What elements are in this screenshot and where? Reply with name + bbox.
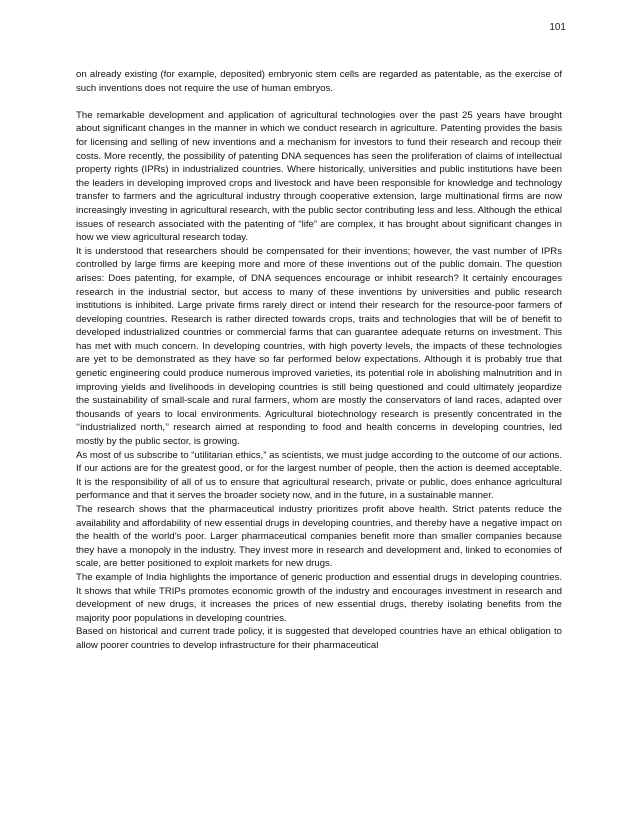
paragraph-agricultural-technologies: The remarkable development and application of agricultural technologies over the past 25 years have brought about significant changes in the manner in which we conduct research in agriculture. Patenting provides the basis for licensing and selling of new inventions and a mechanism for investors to fund their research and recoup their costs. More recently, the possibility of patenting DNA sequences has seen the proliferation of claims of intellectual property rights (IPRs) in industrialized countries. Where historically, universities and public institutions have been the leaders in developing improved crops and livestock and have been responsible for knowledge and technology transfer to farmers and the agricultural industry through cooperative extension, large multinational firms are now increasingly investing in agricultural research, with the public sector contributing less and less. Although the ethical issues of research associated with the patenting of “life” are complex, it has brought about significant changes in how we view agricultural research today. (76, 109, 562, 244)
paragraph-utilitarian-ethics: As most of us subscribe to “utilitarian ethics,” as scientists, we must judge according to the outcome of our actions. If our actions are for the greatest good, or for the largest number of people, then the action is deemed acceptable. It is the responsibility of all of us to ensure that agricultural research, private or public, does enhance agricultural performance and that it serves the broader society now, and in the future, in a sustainable manner. (76, 449, 562, 502)
paragraph-india-example: The example of India highlights the importance of generic production and essential drugs in developing countries. It shows that while TRIPs promotes economic growth of the industry and encourages investment in research and development of new drugs, it increases the prices of new essential drugs, thereby isolating benefits from the majority poor populations in developing countries. (76, 571, 562, 624)
paragraph-pharmaceutical-industry: The research shows that the pharmaceutical industry prioritizes profit above health. Strict patents reduce the availability and affordability of new essential drugs in developing countries, and thereby have a negative impact on the health of the world’s poor. Larger pharmaceutical companies benefit more than smaller companies because they have a monopoly in the industry. They invest more in research and development and, linked to economies of scale, are better positioned to exploit markets for new drugs. (76, 504, 562, 570)
paragraph-researchers-compensated: It is understood that researchers should be compensated for their inventions; however, the vast number of IPRs controlled by large firms are keeping more and more of these inventions out of the public domain. The question arises: Does patenting, for example, of DNA sequences encourage or inhibit research? It certainly encourages research in the industrial sector, but access to many of these inventions by universities and public research institutions is inhibited. Large private firms rarely direct or intend their research for the resource-poor farmers of developing countries. Research is rather directed towards crops, traits and technologies that will be of benefit to developed industrialized countries or commercial farms that can guarantee adequate returns on investment. This has met with much concern. In developing countries, with high poverty levels, the impacts of these technologies are yet to be demonstrated as they have so far performed below expectations. Although it is probably true that genetic engineering could produce numerous improved varieties, its potential role in abolishing malnutrition and in improving yields and livelihoods in developing countries is still being questioned and could ultimately jeopardize the sustainability of small-scale and rural farmers, whom are mostly the conservators of land races, adapted over thousands of years to local environments. Agricultural biotechnology research is presently concentrated in the ‘‘industrialized north,’’ research aimed at responding to food and health concerns in developing countries, led mostly by the public sector, is growing. (76, 245, 562, 448)
page-number: 101 (549, 22, 566, 33)
body-text (76, 68, 562, 653)
paragraph-trade-policy: Based on historical and current trade policy, it is suggested that developed countries have an ethical obligation to allow poorer countries to develop infrastructure for their pharmaceutical (76, 626, 562, 651)
paragraph-embryonic-stem-cells: on already existing (for example, deposited) embryonic stem cells are regarded as patentable, as the exercise of such inventions does not require the use of human embryos. (76, 69, 562, 94)
